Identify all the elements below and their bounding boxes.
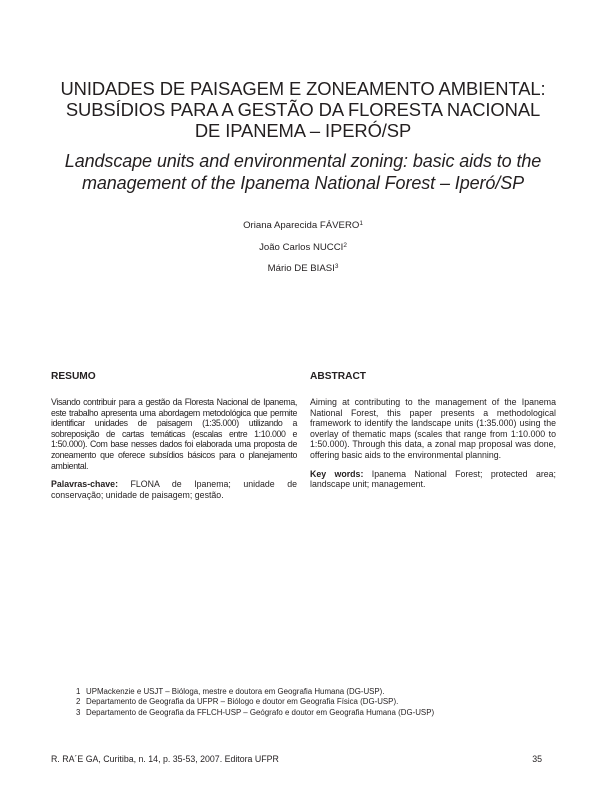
title-en-line: management of the Ipanema National Forest – Iperó/SP: [81, 173, 525, 193]
abstract-keywords: [310, 469, 556, 490]
author-footnote-mark: 2: [343, 241, 347, 249]
footnotes: [76, 687, 546, 718]
footnote-number: 2: [76, 697, 81, 707]
author-footnote-mark: 3: [334, 263, 339, 271]
resumo-paragraph: Visando contribuir para a gestão da Floresta Nacional de Ipanema, este trabalho apresenta uma abordagem metodológica que permite identificar unidades de paisagem (1:35.000) utilizando a sobreposição de cartas temáticas (escalas entre 1:10.000 e 1:50.000). Com base nesses dados foi elaborada uma proposta de zoneamento que oferece subsídios básicos para o planejamento ambiental.: [51, 397, 297, 471]
footnote-number: 3: [76, 707, 81, 717]
footnote-number: 1: [76, 687, 81, 696]
author-name: Oriana Aparecida FÁVERO: [243, 220, 360, 231]
title-pt-line: DE IPANEMA – IPERÓ/SP: [194, 120, 412, 141]
author: [40, 258, 566, 280]
title-portuguese: [40, 78, 566, 141]
keywords-label: Palavras-chave:: [51, 479, 118, 490]
journal-citation: R. RA´E GA, Curitiba, n. 14, p. 35-53, 2007. Editora UFPR: [51, 754, 279, 764]
resumo-heading: RESUMO: [51, 371, 96, 382]
keywords-label: Key words:: [310, 468, 364, 479]
title-en-line: Landscape units and environmental zoning: basic aids to the: [64, 151, 542, 171]
keywords-text: FLONA de Ipanema; unidade de conservação; unidade de paisagem; gestão.: [51, 479, 297, 500]
author: [40, 237, 566, 259]
footnote: [76, 708, 546, 718]
abstract-heading: ABSTRACT: [310, 371, 367, 382]
footnote: [76, 687, 546, 697]
author-name: Mário DE BIASI: [267, 263, 335, 275]
title-pt-line: UNIDADES DE PAISAGEM E ZONEAMENTO AMBIENTAL:: [60, 78, 546, 99]
author-footnote-mark: 1: [359, 220, 363, 227]
author-list: [40, 215, 566, 280]
page-number: 35: [532, 754, 542, 764]
keywords-text: Ipanema National Forest; protected area; landscape unit; management.: [310, 468, 556, 490]
author: [40, 215, 566, 237]
footnote-text: Departamento de Geografia da FFLCH-USP – Geógrafo e doutor em Geografia Humana (DG-USP): [86, 707, 435, 717]
footnote-text: Departamento de Geografia da UFPR – Biólogo e doutor em Geografia Física (DG-USP).: [86, 697, 399, 707]
abstract-paragraph: Aiming at contributing to the management of the Ipanema National Forest, this paper presents a methodological framework to identify the landscape units (1:35.000) using the overlay of thematic maps (scales that range from 1:10.000 to 1:50.000). Through this data, a zonal map proposal was done, offering basic aids to the environmental planning.: [310, 397, 556, 460]
footnote-text: UPMackenzie e USJT – Bióloga, mestre e doutora em Geografia Humana (DG-USP).: [86, 687, 385, 696]
title-pt-line: SUBSÍDIOS PARA A GESTÃO DA FLORESTA NACIONAL: [65, 99, 541, 120]
abstract-section: [310, 370, 556, 498]
footnote: [76, 697, 546, 707]
resumo-keywords: [51, 479, 297, 500]
resumo-section: [51, 370, 297, 508]
title-english: [40, 150, 566, 194]
author-name: João Carlos NUCCI: [259, 241, 344, 253]
